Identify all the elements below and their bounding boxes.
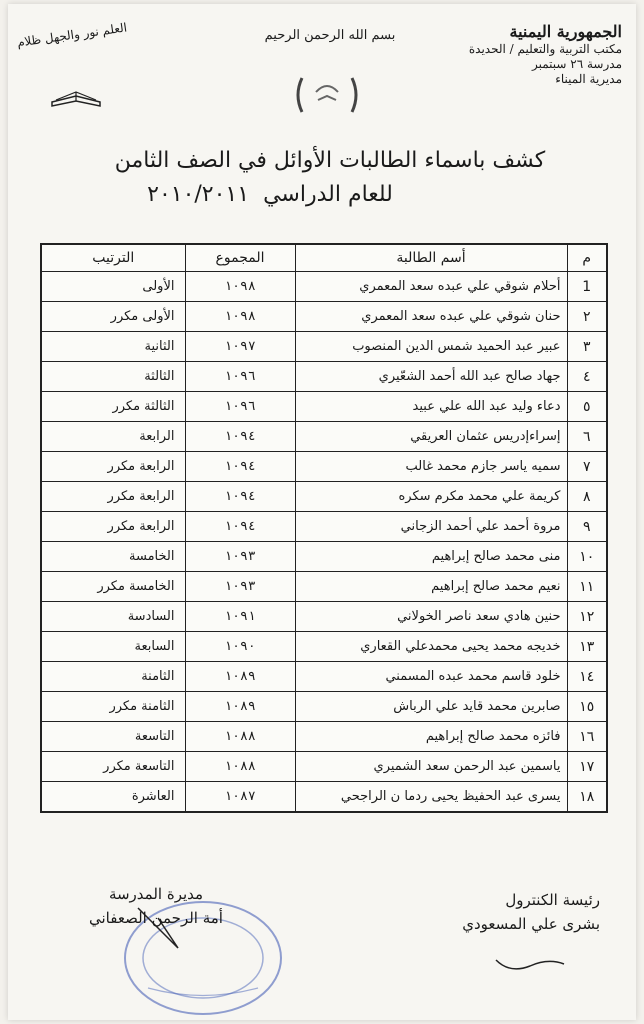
table-row <box>41 512 607 542</box>
table-header-row <box>41 244 607 272</box>
letterhead <box>462 22 622 87</box>
cell-rank: الرابعة مكرر <box>41 452 185 482</box>
table-body <box>41 272 607 813</box>
cell-total: ١٠٩٤ <box>185 452 295 482</box>
cell-total: ١٠٩٤ <box>185 482 295 512</box>
cell-num: ١٣ <box>567 632 607 662</box>
basmala: بسم الله الرحمن الرحيم <box>264 28 396 43</box>
cell-name: عبير عبد الحميد شمس الدين المنصوب <box>295 332 567 362</box>
cell-total: ١٠٩١ <box>185 602 295 632</box>
cell-name: نعيم محمد صالح إبراهيم <box>295 572 567 602</box>
cell-num: ٦ <box>567 422 607 452</box>
republic-name: الجمهورية اليمنية <box>509 22 622 41</box>
cell-name: يسرى عبد الحفيظ يحيى ردما ن الراجحي <box>295 782 567 813</box>
emblem-icon <box>292 70 362 120</box>
cell-rank: الأولى <box>41 272 185 302</box>
cell-name: خلود قاسم محمد عبده المسمني <box>295 662 567 692</box>
cell-rank: الرابعة مكرر <box>41 512 185 542</box>
table-row <box>41 602 607 632</box>
cell-num: ١٢ <box>567 602 607 632</box>
students-table <box>40 243 608 813</box>
principal-title: مديرة المدرسة <box>108 885 204 903</box>
cell-name: حنين هادي سعد ناصر الخولاني <box>295 602 567 632</box>
cell-name: ياسمين عبد الرحمن سعد الشميري <box>295 752 567 782</box>
table-row <box>41 332 607 362</box>
cell-num: ١٤ <box>567 662 607 692</box>
directorate-name: مديرية الميناء <box>555 72 622 86</box>
document-subtitle <box>60 182 480 207</box>
table-row <box>41 662 607 692</box>
cell-rank: السادسة <box>41 602 185 632</box>
table-row <box>41 632 607 662</box>
table-row <box>41 272 607 302</box>
cell-total: ١٠٨٨ <box>185 722 295 752</box>
open-book-icon <box>48 84 104 108</box>
cell-name: كريمة علي محمد مكرم سكره <box>295 482 567 512</box>
cell-rank: الأولى مكرر <box>41 302 185 332</box>
cell-total: ١٠٩٠ <box>185 632 295 662</box>
cell-rank: الرابعة <box>41 422 185 452</box>
cell-num: ٩ <box>567 512 607 542</box>
table-row <box>41 482 607 512</box>
cell-rank: الخامسة <box>41 542 185 572</box>
cell-num: ٢ <box>567 302 607 332</box>
cell-name: جهاد صالح عبد الله أحمد الشعّيري <box>295 362 567 392</box>
document-title: كشف باسماء الطالبات الأوائل في الصف الثامن <box>114 148 546 173</box>
table-row <box>41 692 607 722</box>
cell-rank: الرابعة مكرر <box>41 482 185 512</box>
cell-rank: السابعة <box>41 632 185 662</box>
column-header-name: أسم الطالبة <box>295 244 567 272</box>
cell-total: ١٠٩٨ <box>185 302 295 332</box>
cell-total: ١٠٩٣ <box>185 542 295 572</box>
cell-num: ١١ <box>567 572 607 602</box>
cell-num: ١٦ <box>567 722 607 752</box>
table-row <box>41 422 607 452</box>
cell-total: ١٠٩٦ <box>185 362 295 392</box>
control-signature-block <box>400 888 600 936</box>
cell-total: ١٠٨٩ <box>185 692 295 722</box>
office-name: مكتب التربية والتعليم / الحديدة <box>468 42 622 56</box>
cell-rank: الثانية <box>41 332 185 362</box>
motto: العلم نور والجهل ظلام <box>16 20 128 50</box>
cell-name: حنان شوقي علي عبده سعد المعمري <box>295 302 567 332</box>
cell-rank: الثالثة <box>41 362 185 392</box>
cell-total: ١٠٩٤ <box>185 512 295 542</box>
principal-signature-block <box>46 882 266 930</box>
cell-rank: الخامسة مكرر <box>41 572 185 602</box>
cell-name: منى محمد صالح إبراهيم <box>295 542 567 572</box>
cell-rank: العاشرة <box>41 782 185 813</box>
cell-total: ١٠٨٨ <box>185 752 295 782</box>
cell-total: ١٠٩٤ <box>185 422 295 452</box>
column-header-num: م <box>567 244 607 272</box>
cell-rank: الثالثة مكرر <box>41 392 185 422</box>
cell-total: ١٠٨٩ <box>185 662 295 692</box>
principal-name: أمة الرحمن الصعفاني <box>89 909 223 927</box>
academic-year: ٢٠١٠/٢٠١١ <box>147 182 250 207</box>
school-name: مدرسة ٢٦ سبتمبر <box>531 57 622 71</box>
cell-total: ١٠٩٣ <box>185 572 295 602</box>
table-row <box>41 302 607 332</box>
column-header-total: المجموع <box>185 244 295 272</box>
column-header-rank: الترتيب <box>41 244 185 272</box>
cell-name: مروة أحمد علي أحمد الزجاني <box>295 512 567 542</box>
table-row <box>41 542 607 572</box>
cell-name: فائزه محمد صالح إبراهيم <box>295 722 567 752</box>
cell-num: ١٧ <box>567 752 607 782</box>
cell-name: أحلام شوقي علي عبده سعد المعمري <box>295 272 567 302</box>
control-head-name: بشرى علي المسعودي <box>462 915 600 933</box>
academic-year-label: للعام الدراسي <box>263 182 393 207</box>
table-row <box>41 722 607 752</box>
cell-name: صابرين محمد قايد علي الرباش <box>295 692 567 722</box>
cell-num: ١٥ <box>567 692 607 722</box>
cell-rank: التاسعة <box>41 722 185 752</box>
table-row <box>41 572 607 602</box>
cell-name: خديجه محمد يحيى محمدعلي القعاري <box>295 632 567 662</box>
cell-total: ١٠٩٦ <box>185 392 295 422</box>
table-row <box>41 392 607 422</box>
signature-scribble <box>490 948 570 978</box>
cell-rank: الثامنة مكرر <box>41 692 185 722</box>
cell-rank: التاسعة مكرر <box>41 752 185 782</box>
cell-rank: الثامنة <box>41 662 185 692</box>
cell-num: ٥ <box>567 392 607 422</box>
cell-total: ١٠٨٧ <box>185 782 295 813</box>
cell-num: ٨ <box>567 482 607 512</box>
cell-num: 1 <box>567 272 607 302</box>
cell-num: ٣ <box>567 332 607 362</box>
control-head-title: رئيسة الكنترول <box>505 891 600 909</box>
cell-num: ٧ <box>567 452 607 482</box>
table-row <box>41 782 607 813</box>
cell-num: ٤ <box>567 362 607 392</box>
cell-name: إسراءإدريس عثمان العريقي <box>295 422 567 452</box>
cell-total: ١٠٩٨ <box>185 272 295 302</box>
table-row <box>41 452 607 482</box>
table-row <box>41 752 607 782</box>
cell-num: ١٨ <box>567 782 607 813</box>
cell-total: ١٠٩٧ <box>185 332 295 362</box>
cell-name: دعاء وليد عبد الله علي عبيد <box>295 392 567 422</box>
cell-num: ١٠ <box>567 542 607 572</box>
table-row <box>41 362 607 392</box>
cell-name: سميه ياسر جازم محمد غالب <box>295 452 567 482</box>
